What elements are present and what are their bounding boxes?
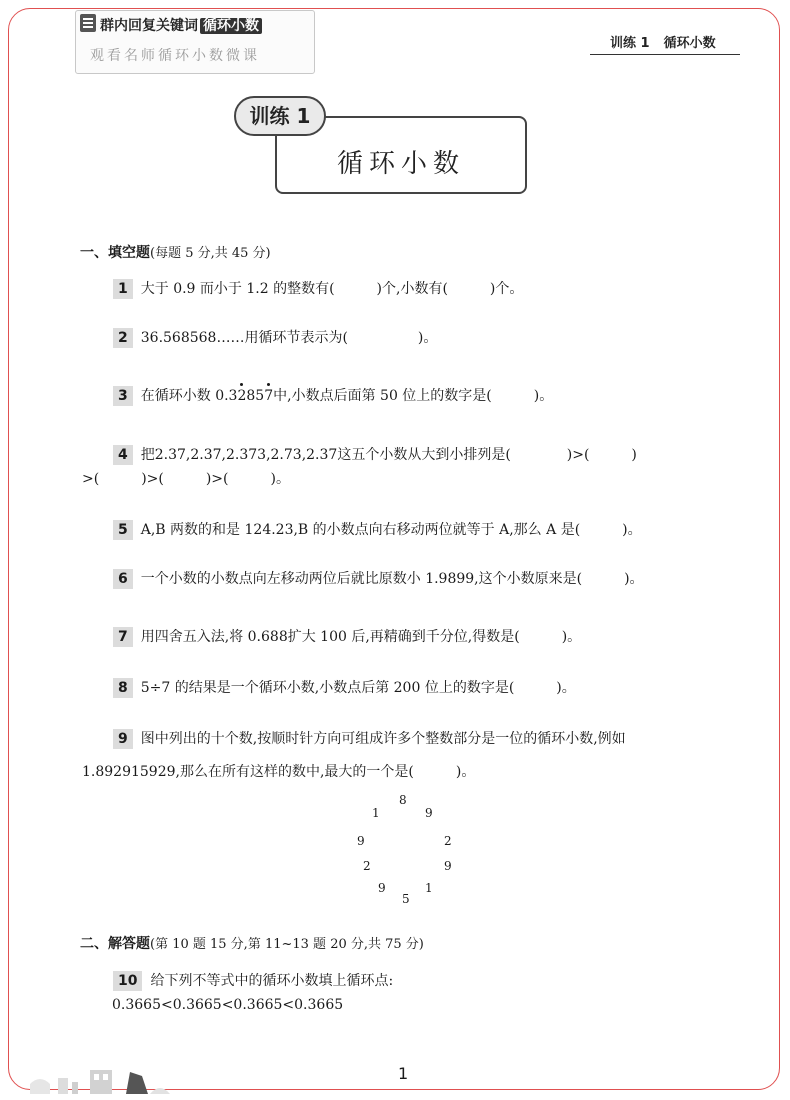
repeat-dot-digit: 2 (237, 385, 246, 407)
question-number: 2 (113, 328, 133, 348)
question-2 (113, 327, 437, 349)
header-lesson: 训练 1 (610, 36, 650, 51)
circle-digit: 9 (425, 806, 433, 820)
question-9 (113, 728, 626, 750)
question-1 (113, 278, 523, 300)
question-3 (113, 385, 553, 407)
question-9-continuation: 1.892915929,那么在所有这样的数中,最大的一个是( )。 (82, 764, 476, 780)
circle-digit: 2 (363, 859, 371, 873)
circle-digit: 1 (372, 806, 380, 820)
question-text: 给下列不等式中的循环小数填上循环点: (150, 973, 394, 989)
question-text: A,B 两数的和是 124.23,B 的小数点向右移动两位就等于 A,那么 A 是( )。 (140, 522, 642, 538)
question-7 (113, 626, 581, 648)
section2-heading: 二、解答题 (80, 936, 150, 952)
promo-prefix: 群内回复关键词 (100, 18, 198, 34)
document-icon (80, 14, 96, 32)
section1-title (80, 242, 271, 262)
circle-digit: 8 (399, 793, 407, 807)
question-5 (113, 519, 642, 541)
question-number: 7 (113, 627, 133, 647)
question-8 (113, 677, 576, 699)
section2-note: (第 10 题 15 分,第 11~13 题 20 分,共 75 分) (150, 937, 424, 952)
circle-digit: 9 (378, 881, 386, 895)
circle-digit: 9 (444, 859, 452, 873)
circle-digit: 2 (444, 834, 452, 848)
question-text: 5÷7 的结果是一个循环小数,小数点后第 200 位上的数字是( )。 (140, 680, 576, 696)
question-number: 5 (113, 520, 133, 540)
page-number: 1 (398, 1064, 409, 1083)
inequality-line: 0.3665<0.3665<0.3665<0.3665 (112, 997, 344, 1013)
question-text: 把2.37,2.37,2.373,2.73,2.37这五个小数从大到小排列是( )>( ) (140, 447, 637, 463)
promo-line2: 观看名师循环小数微课 (90, 48, 260, 64)
question-text: 用四舍五入法,将 0.688扩大 100 后,再精确到千分位,得数是( )。 (140, 629, 582, 645)
repeat-dot-digit: 7 (264, 385, 273, 407)
page-title: 循环小数 (336, 149, 465, 179)
circle-digit: 1 (425, 881, 433, 895)
footer-decoration (30, 1062, 180, 1094)
question-4-continuation: >( )>( )>( )。 (82, 471, 290, 487)
promo-keyword: 循环小数 (200, 18, 262, 34)
question-text-c: 85 (246, 388, 265, 404)
question-text: 一个小数的小数点向左移动两位后就比原数小 1.9899,这个小数原来是( )。 (140, 571, 644, 587)
circle-digit: 5 (402, 892, 410, 906)
question-4 (113, 444, 637, 466)
promo-line1 (100, 15, 262, 35)
header-rule (590, 54, 740, 55)
question-number: 10 (113, 971, 142, 991)
question-number: 3 (113, 386, 133, 406)
question-text-a: 在循环小数 0.3 (140, 388, 238, 404)
question-number: 6 (113, 569, 133, 589)
question-text: 图中列出的十个数,按顺时针方向可组成许多个整数部分是一位的循环小数,例如 (140, 731, 626, 747)
title-tab: 训练 1 (234, 96, 326, 136)
question-number: 1 (113, 279, 133, 299)
section1-heading: 一、填空题 (80, 245, 150, 261)
question-text: 36.568568……用循环节表示为( )。 (140, 330, 438, 346)
section2-title (80, 933, 424, 953)
question-6 (113, 568, 644, 590)
question-number: 8 (113, 678, 133, 698)
question-text: 大于 0.9 而小于 1.2 的整数有( )个,小数有( )个。 (140, 281, 524, 297)
promo-box (75, 10, 315, 74)
question-number: 4 (113, 445, 133, 465)
question-number: 9 (113, 729, 133, 749)
header-topic: 循环小数 (663, 36, 716, 51)
running-header (610, 32, 716, 51)
section1-note: (每题 5 分,共 45 分) (150, 246, 271, 261)
circle-digit: 9 (357, 834, 365, 848)
question-10 (113, 970, 393, 992)
question-text-e: 中,小数点后面第 50 位上的数字是( )。 (273, 388, 554, 404)
